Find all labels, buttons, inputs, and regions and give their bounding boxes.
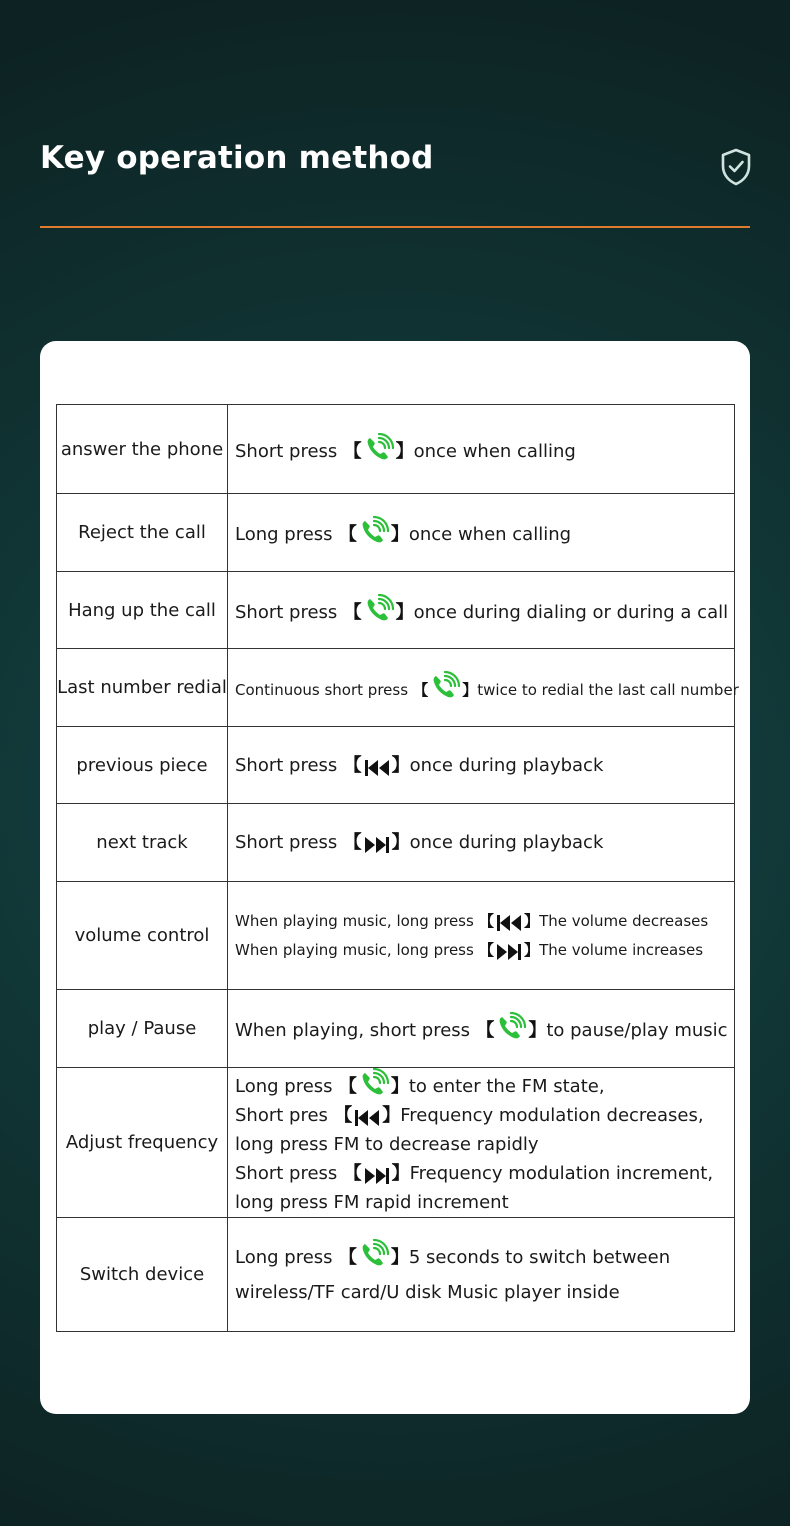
operation-description	[228, 405, 735, 494]
operation-description	[228, 572, 735, 649]
bracket-close: 】	[528, 1020, 547, 1041]
operation-description	[228, 1068, 735, 1218]
description-text: Continuous short press	[235, 680, 409, 699]
shield-check-icon	[720, 148, 752, 186]
description-text: 5 seconds to switch between	[408, 1247, 671, 1268]
bracket-open: 【	[332, 1247, 357, 1268]
description-line	[235, 1159, 734, 1188]
bracket-open: 【	[337, 754, 362, 776]
description-text: once during playback	[409, 754, 604, 776]
operation-name: volume control	[57, 882, 228, 990]
next-track-icon	[496, 943, 522, 961]
table-row	[57, 1218, 735, 1332]
description-text: The volume decreases	[539, 911, 709, 930]
operation-name: Adjust frequency	[57, 1068, 228, 1218]
previous-track-icon	[364, 759, 390, 777]
table-row	[57, 494, 735, 572]
operation-description	[228, 882, 735, 990]
table-row	[57, 727, 735, 804]
bracket-close: 】	[390, 1076, 409, 1097]
description-text: Long press	[235, 1247, 333, 1268]
bracket-open: 【	[332, 1076, 357, 1097]
operation-name: Reject the call	[57, 494, 228, 572]
operations-card	[40, 341, 750, 1414]
description-line	[235, 1239, 734, 1275]
description-text: Short press	[235, 440, 338, 462]
description-line	[235, 936, 734, 965]
description-text: Long press	[235, 1076, 333, 1097]
description-text: Short press	[235, 832, 338, 853]
bracket-close: 】	[390, 524, 409, 545]
description-line	[235, 828, 734, 857]
bracket-open: 【	[337, 1163, 362, 1184]
key-operations-table	[56, 404, 739, 1332]
description-line	[235, 751, 734, 780]
description-text: Short press	[235, 601, 338, 623]
description-text: Long press	[235, 524, 333, 545]
description-text: once during playback	[409, 832, 604, 853]
bracket-close: 】	[462, 680, 478, 699]
operation-name: answer the phone	[57, 405, 228, 494]
description-text: once during dialing or during a call	[413, 601, 729, 623]
description-text: to enter the FM state,	[408, 1076, 605, 1097]
description-text: once when calling	[413, 440, 576, 462]
operation-name: Hang up the call	[57, 572, 228, 649]
operation-name: play / Pause	[57, 990, 228, 1068]
table-row	[57, 572, 735, 649]
description-text: When playing, short press	[235, 1020, 471, 1041]
operation-description	[228, 1218, 735, 1332]
table-row	[57, 405, 735, 494]
operation-description	[228, 494, 735, 572]
description-line	[235, 907, 734, 936]
bracket-open: 【	[473, 940, 495, 959]
description-text: The volume increases	[539, 940, 704, 959]
description-line	[235, 1275, 734, 1310]
phone-call-icon	[364, 594, 394, 624]
description-line	[235, 433, 734, 466]
description-line	[235, 1101, 734, 1130]
bracket-open: 【	[337, 601, 362, 623]
operation-name: next track	[57, 804, 228, 882]
description-text: When playing music, long press	[235, 911, 474, 930]
bracket-close: 】	[391, 754, 410, 776]
table-row	[57, 649, 735, 727]
description-text: once when calling	[408, 524, 572, 545]
description-text: When playing music, long press	[235, 940, 474, 959]
bracket-open: 【	[337, 440, 362, 462]
operation-description	[228, 727, 735, 804]
bracket-close: 】	[524, 911, 540, 930]
bracket-close: 】	[391, 832, 410, 853]
description-text: Short press	[235, 1163, 338, 1184]
phone-call-icon	[430, 671, 460, 701]
bracket-close: 】	[390, 1247, 409, 1268]
next-track-icon	[364, 1167, 390, 1185]
table-row	[57, 804, 735, 882]
operation-description	[228, 649, 739, 727]
phone-call-icon	[359, 516, 389, 546]
operation-name: previous piece	[57, 727, 228, 804]
previous-track-icon	[496, 914, 522, 932]
description-text: Frequency modulation increment,	[409, 1163, 714, 1184]
bracket-close: 】	[395, 601, 414, 623]
bracket-open: 【	[327, 1105, 353, 1126]
bracket-close: 】	[524, 940, 540, 959]
bracket-close: 】	[382, 1105, 401, 1126]
description-line	[235, 1188, 734, 1217]
bracket-close: 】	[391, 1163, 410, 1184]
description-line	[235, 1068, 734, 1101]
table-row	[57, 882, 735, 990]
description-text: twice to redial the last call number	[477, 680, 739, 699]
bracket-open: 【	[337, 832, 362, 853]
description-text: long press FM rapid increment	[235, 1192, 509, 1213]
description-line	[235, 594, 734, 627]
table-row	[57, 990, 735, 1068]
description-text: Frequency modulation decreases,	[400, 1105, 704, 1126]
description-text: Short press	[235, 754, 338, 776]
operation-description	[228, 990, 735, 1068]
phone-call-icon	[364, 433, 394, 463]
previous-track-icon	[354, 1109, 380, 1127]
page-title: Key operation method	[40, 140, 434, 176]
bracket-open: 【	[470, 1020, 495, 1041]
description-text: to pause/play music	[546, 1020, 728, 1041]
next-track-icon	[364, 836, 390, 854]
bracket-open: 【	[408, 680, 429, 699]
title-divider	[40, 226, 750, 228]
phone-call-icon	[359, 1239, 389, 1269]
bracket-close: 】	[395, 440, 414, 462]
operation-name: Last number redial	[57, 649, 228, 727]
description-line	[235, 1012, 734, 1045]
description-line	[235, 671, 739, 705]
operation-name: Switch device	[57, 1218, 228, 1332]
description-text: wireless/TF card/U disk Music player inside	[235, 1282, 620, 1303]
phone-call-icon	[496, 1012, 526, 1042]
operation-description	[228, 804, 735, 882]
description-text: long press FM to decrease rapidly	[235, 1134, 539, 1155]
bracket-open: 【	[332, 524, 357, 545]
description-text: Short pres	[235, 1105, 328, 1126]
table-row	[57, 1068, 735, 1218]
bracket-open: 【	[473, 911, 495, 930]
description-line	[235, 1130, 734, 1159]
phone-call-icon	[359, 1068, 389, 1098]
description-line	[235, 516, 734, 549]
